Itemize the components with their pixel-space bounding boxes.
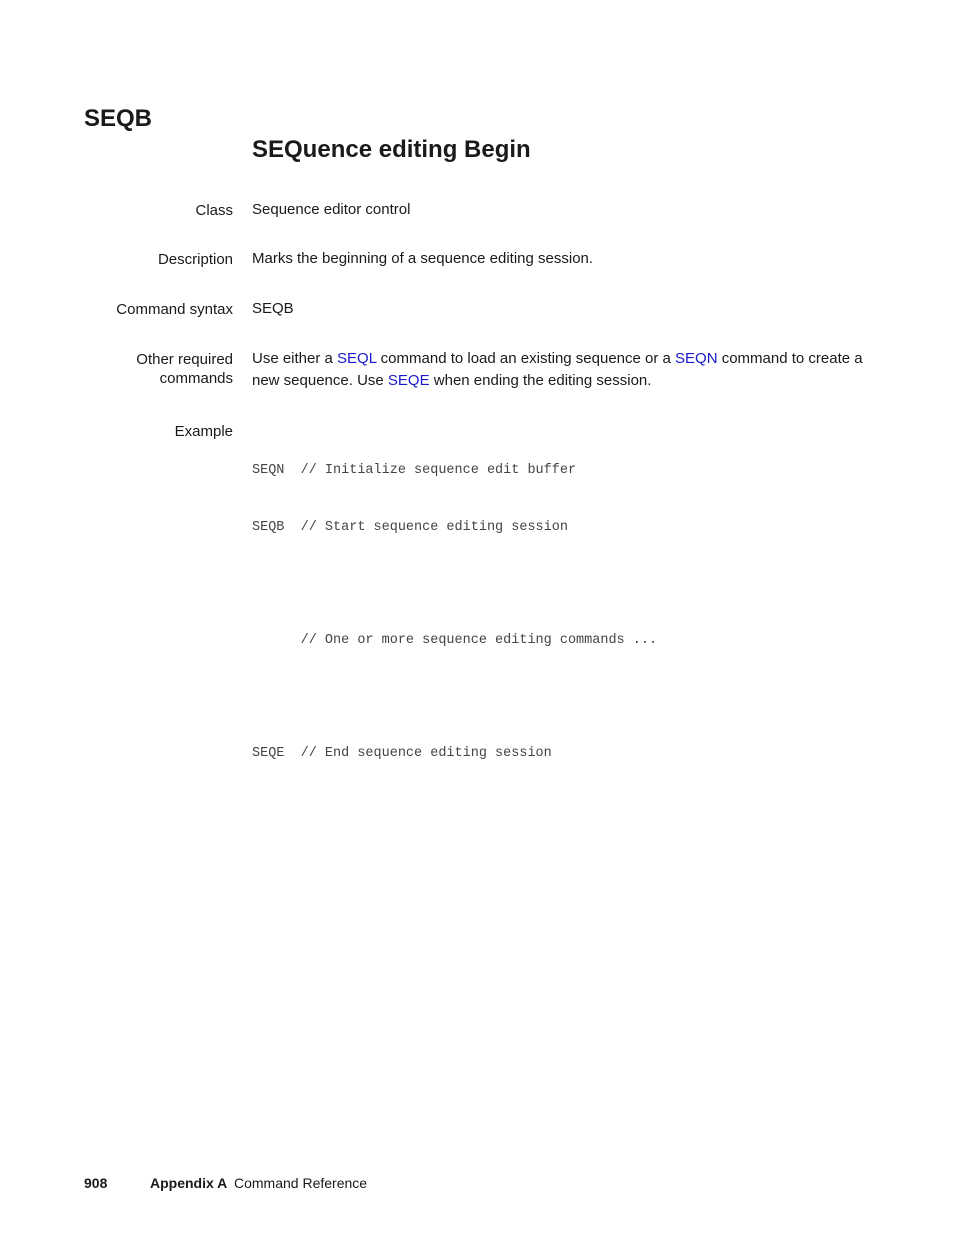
other-text-3: command to create a new sequence. Use	[252, 350, 863, 389]
other-commands-label-line2: commands	[159, 370, 233, 387]
class-label: Class	[195, 202, 233, 219]
page-number: 908	[84, 1175, 108, 1191]
code-line: SEQN // Initialize sequence edit buffer	[252, 463, 577, 478]
code-line: SEQE // End sequence editing session	[252, 746, 552, 761]
description-value: Marks the beginning of a sequence editing session.	[252, 250, 594, 267]
description-label: Description	[157, 251, 233, 268]
code-blank-line	[252, 688, 657, 706]
other-commands-label-line1: Other required	[136, 351, 233, 368]
seql-link[interactable]: SEQL	[337, 350, 377, 367]
code-blank-line	[252, 575, 657, 593]
command-name: SEQB	[84, 105, 153, 132]
section-label: Command Reference	[234, 1175, 368, 1191]
other-commands-value	[252, 348, 882, 392]
class-value: Sequence editor control	[252, 201, 411, 218]
code-line: SEQB // Start sequence editing session	[252, 520, 568, 535]
example-code-block	[252, 423, 657, 801]
other-text-1: Use either a	[252, 350, 338, 367]
example-label: Example	[174, 423, 233, 440]
syntax-value: SEQB	[252, 300, 294, 317]
seqe-link[interactable]: SEQE	[387, 372, 430, 389]
syntax-label: Command syntax	[116, 301, 233, 318]
other-commands-label	[63, 350, 233, 388]
command-title: SEQuence editing Begin	[252, 136, 531, 163]
seqn-link[interactable]: SEQN	[675, 350, 718, 367]
appendix-label: Appendix A	[150, 1175, 228, 1191]
code-line: // One or more sequence editing commands ...	[252, 633, 658, 648]
other-text-4: when ending the editing session.	[429, 372, 652, 389]
other-text-2: command to load an existing sequence or a	[376, 350, 676, 367]
